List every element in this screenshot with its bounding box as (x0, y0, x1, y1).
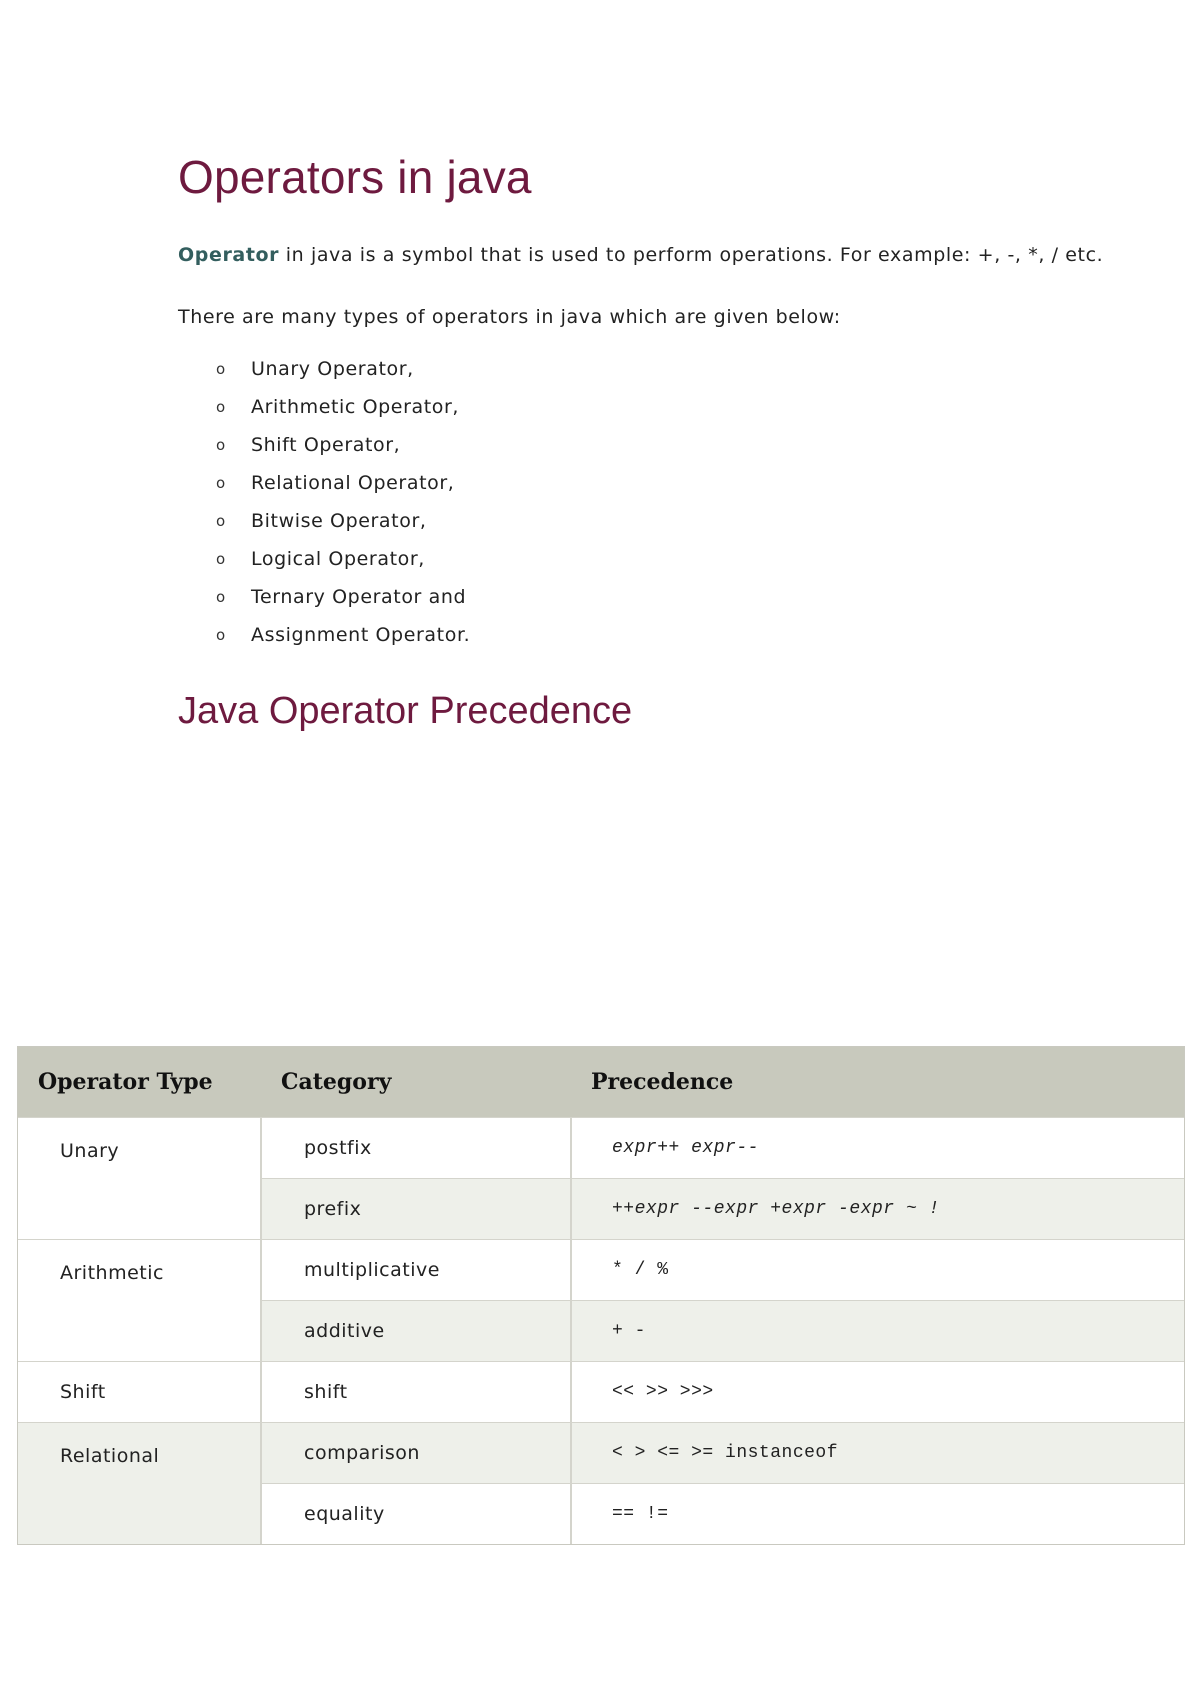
precedence-cell: ++expr --expr +expr -expr ~ ! (571, 1179, 1184, 1240)
list-item: o Bitwise Operator, (216, 502, 1138, 540)
category-cell: multiplicative (261, 1240, 571, 1301)
article (178, 150, 1138, 732)
bullet-icon: o (216, 360, 226, 378)
table-row (18, 1240, 1184, 1301)
category-cell: prefix (261, 1179, 571, 1240)
list-item: o Arithmetic Operator, (216, 388, 1138, 426)
precedence-cell: == != (571, 1484, 1184, 1545)
precedence-cell: < > <= >= instanceof (571, 1423, 1184, 1484)
operator-keyword: Operator (178, 244, 280, 266)
category-cell: additive (261, 1301, 571, 1362)
table-row (18, 1118, 1184, 1179)
category-cell: shift (261, 1362, 571, 1423)
precedence-cell: + - (571, 1301, 1184, 1362)
list-item: o Unary Operator, (216, 350, 1138, 388)
list-item: o Assignment Operator. (216, 616, 1138, 654)
header-category: Category (261, 1047, 571, 1118)
page-title: Operators in java (178, 151, 532, 203)
types-intro: There are many types of operators in java which are given below: (178, 306, 841, 328)
table-row (18, 1423, 1184, 1484)
precedence-table (17, 1046, 1185, 1545)
intro-text: in java is a symbol that is used to perform operations. For example: +, -, *, / etc. (279, 244, 1104, 266)
operator-types-list (178, 350, 1138, 654)
list-item: o Relational Operator, (216, 464, 1138, 502)
precedence-cell: expr++ expr-- (571, 1118, 1184, 1179)
precedence-cell: * / % (571, 1240, 1184, 1301)
table-row (18, 1362, 1184, 1423)
operator-type-cell: Shift (18, 1362, 261, 1423)
list-item: o Ternary Operator and (216, 578, 1138, 616)
list-item: o Logical Operator, (216, 540, 1138, 578)
precedence-cell: << >> >>> (571, 1362, 1184, 1423)
operator-type-cell: Relational (18, 1423, 261, 1545)
bullet-icon: o (216, 436, 226, 454)
bullet-icon: o (216, 550, 226, 568)
intro-paragraph (178, 244, 1138, 266)
header-precedence: Precedence (571, 1047, 1184, 1118)
category-cell: postfix (261, 1118, 571, 1179)
bullet-icon: o (216, 588, 226, 606)
bullet-icon: o (216, 512, 226, 530)
bullet-icon: o (216, 398, 226, 416)
table-header-row (18, 1047, 1184, 1118)
operator-type-cell: Arithmetic (18, 1240, 261, 1362)
category-cell: equality (261, 1484, 571, 1545)
bullet-icon: o (216, 626, 226, 644)
section-title: Java Operator Precedence (178, 690, 633, 732)
operator-type-cell: Unary (18, 1118, 261, 1240)
header-operator-type: Operator Type (18, 1047, 261, 1118)
list-item: o Shift Operator, (216, 426, 1138, 464)
category-cell: comparison (261, 1423, 571, 1484)
bullet-icon: o (216, 474, 226, 492)
